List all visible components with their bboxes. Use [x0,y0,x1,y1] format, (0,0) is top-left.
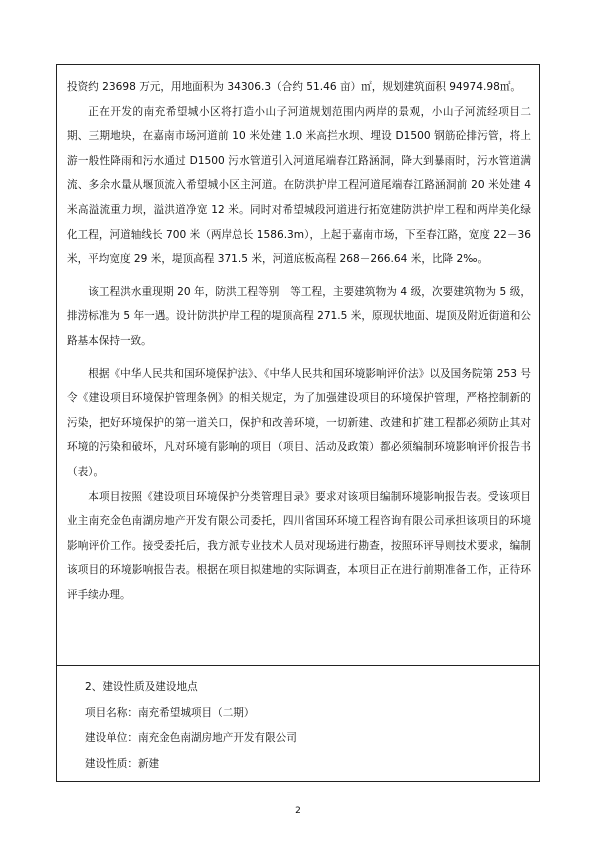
page-number: 2 [295,806,301,816]
investment-paragraph: 投资约 23698 万元，用地面积为 34306.3（合约 51.46 亩）㎡，规划建筑面积 94974.98㎡。 [67,81,522,93]
report-table-frame [56,64,540,782]
river-works-paragraph: 正在开发的南充希望城小区将打造小山子河道规划范围内两岸的景观，小山子河流经项目二期、三期地块，在嘉南市场河道前 10 米处建 1.0 米高拦水坝、埋设 D1500 钢筋砼排污管，将上游一般性降雨和污水通过 D1500 污水管道引入河道尾端春江路涵洞，降大到暴雨时，污水管道满流、多余水量从堰顶流入希望城小区主河道。在防洪护岸工程河道尾端春江路涵洞前 20 米处建 4 米高溢流重力坝，溢洪道净宽 12 米。同时对希望城段河道进行拓宽建防洪护岸工程和两岸美化绿化工程，河道轴线长 700 米（两岸总长 1586.3m），上起于嘉南市场，下至春江路，宽度 22－36 米，平均宽度 29 米，堤顶高程 371.5 米，河道底板高程 268－266.64 米，比降 2‰。 [67,105,531,266]
construction-unit-line: 建设单位：南充金色南湖房地产开发有限公司 [85,732,297,744]
eia-commission-paragraph: 本项目按照《建设项目环境保护分类管理目录》要求对该项目编制环境影响报告表。受该项目业主南充金色南湖房地产开发有限公司委托，四川省国环环境工程咨询有限公司承担该项目的环境影响评价工作。接受委托后，我方派专业技术人员对现场进行勘查，按照环评导则技术要求，编制该项目的环境影响报告表。根据在项目拟建地的实际调查，本项目正在进行前期准备工作，正待环评手续办理。 [67,490,531,601]
project-overview-section [67,75,531,607]
table-row-divider [57,665,539,666]
section-heading: 2、建设性质及建设地点 [85,681,198,693]
project-name-line: 项目名称：南充希望城项目（二期） [85,706,255,719]
flood-standard-paragraph: 该工程洪水重现期 20 年，防洪工程等别 等工程，主要建筑物为 4 级，次要建筑物为 5 级，排涝标准为 5 年一遇。设计防洪护岸工程的堤顶高程 271.5 米，原现状地面、堤顶及附近街道和公路基本保持一致。 [67,285,531,347]
construction-info-section [85,675,531,777]
legal-basis-paragraph: 根据《中华人民共和国环境保护法》、《中华人民共和国环境影响评价法》以及国务院第 253 号令《建设项目环境保护管理条例》的相关规定，为了加强建设项目的环境保护管理，严格控制新的污染，把好环境保护的第一道关口，保护和改善环境，一切新建、改建和扩建工程都必须防止其对环境的污染和破坏，凡对环境有影响的项目（项目、活动及政策）都必须编制环境影响评价报告书（表）。 [67,367,531,478]
construction-nature-line: 建设性质：新建 [85,757,160,770]
